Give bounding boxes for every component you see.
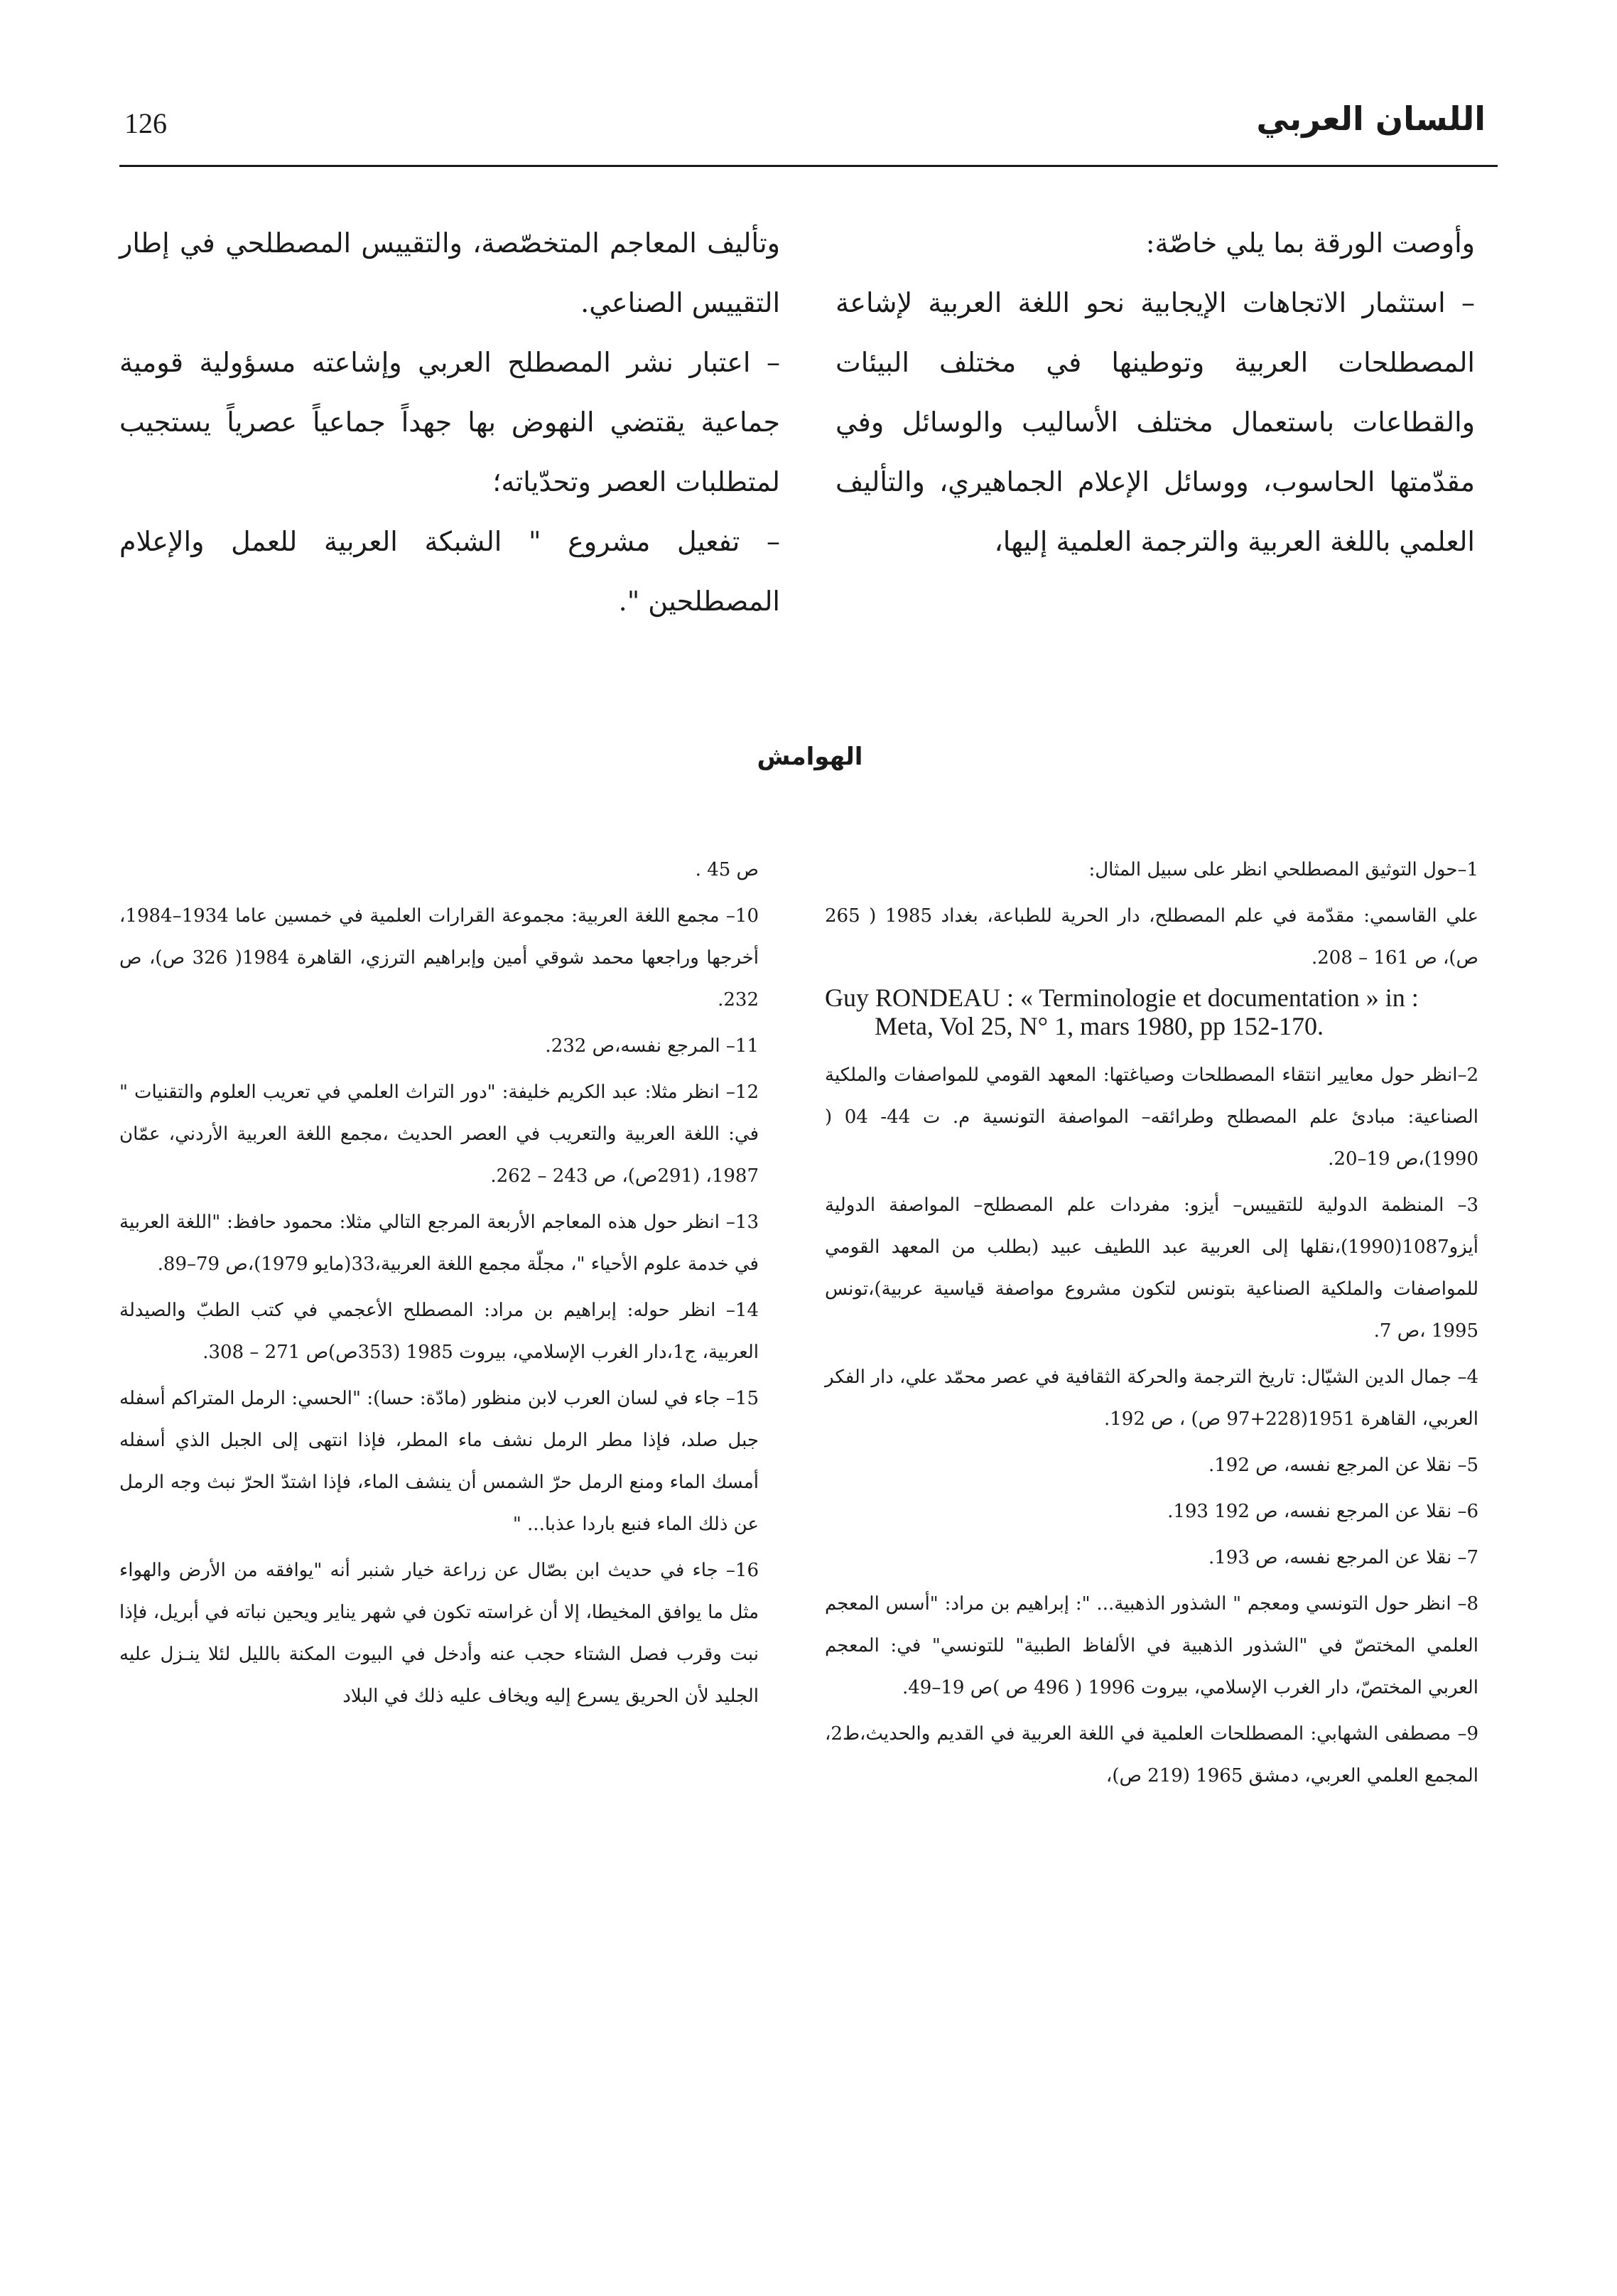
footnotes-column-left (119, 849, 759, 1722)
footnotes-column-right (825, 849, 1478, 1801)
footnote: ص 45 . (695, 859, 759, 880)
footnote: 11– المرجع نفسه،ص 232. (545, 1035, 759, 1057)
body-paragraph: وأوصت الورقة بما يلي خاصّة: (1145, 227, 1475, 259)
footnote: 12– انظر مثلا: عبد الكريم خليفة: "دور التراث العلمي في تعريب العلوم والتقنيات " في: اللغة العربية والتعريب في العصر الحديث ،مجمع اللغة العربية الأردني، عمّان 1987، (291ص)، ص 243 – 262. (119, 1082, 759, 1187)
body-paragraph: – تفعيل مشروع " الشبكة العربية للعمل والإعلام المصطلحين ". (119, 526, 780, 617)
footnote-latin-reference: Guy RONDEAU : « Terminologie et documentation » in : Meta, Vol 25, N° 1, mars 1980, pp 152-170. (825, 983, 1419, 1040)
footnote: 14– انظر حوله: إبراهيم بن مراد: المصطلح الأعجمي في كتب الطبّ والصيدلة العربية، ج1،دار الغرب الإسلامي، بيروت 1985 (353ص)ص 271 – 308. (119, 1300, 759, 1363)
footnote: 6– نقلا عن المرجع نفسه، ص 192 193. (1167, 1501, 1478, 1522)
body-paragraph: – اعتبار نشر المصطلح العربي وإشاعته مسؤولية قومية جماعية يقتضي النهوض بها جهداً جماعياً عصرياً يستجيب لمتطلبات العصر وتحدّياته؛ (119, 347, 780, 497)
header-rule (119, 165, 1498, 167)
footnote: 13– انظر حول هذه المعاجم الأربعة المرجع التالي مثلا: محمود حافظ: "اللغة العربية في خدمة علوم الأحياء "، مجلّة مجمع اللغة العربية،33(مايو 1979)،ص 79–89. (119, 1212, 759, 1275)
body-paragraph: وتأليف المعاجم المتخصّصة، والتقييس المصطلحي في إطار التقييس الصناعي. (119, 227, 780, 318)
footnote: 16– جاء في حديث ابن بصّال عن زراعة خيار شنبر أنه "يوافقه من الأرض والهواء مثل ما يوافق المخيطا، إلا أن غراسته تكون في شهر يناير ويحين نباته في أبريل، فإذا نبت وقرب فصل الشتاء حجب عنه وأدخل في البيوت المكنة بالليل لئلا ينـزل عليه الجليد لأن الحريق يسرع إليه ويخاف عليه ذلك في البلاد (119, 1560, 759, 1707)
body-paragraph: – استثمار الاتجاهات الإيجابية نحو اللغة العربية لإشاعة المصطلحات العربية وتوطينها في مختلف البيئات والقطاعات باستعمال مختلف الأساليب والوسائل وفي مقدّمتها الحاسوب، ووسائل الإعلام الجماهيري، والتأليف العلمي باللغة العربية والترجمة العلمية إليها، (835, 287, 1475, 557)
footnote: 3– المنظمة الدولية للتقييس– أيزو: مفردات علم المصطلح– المواصفة الدولية أيزو1087(1990)،نقلها إلى العربية عبد اللطيف عبيد (بطلب من المعهد القومي للمواصفات والملكية الصناعية بتونس لتكون مشروع مواصفة قياسية عربية)،تونس 1995 ،ص 7. (825, 1195, 1478, 1342)
footnote: 1–حول التوثيق المصطلحي انظر على سبيل المثال: (1088, 859, 1478, 880)
footnote: 5– نقلا عن المرجع نفسه، ص 192. (1208, 1455, 1478, 1476)
notes-heading: الهوامش (757, 743, 863, 771)
footnote: 7– نقلا عن المرجع نفسه، ص 193. (1208, 1547, 1478, 1568)
footnote: 4– جمال الدين الشيّال: تاريخ الترجمة والحركة الثقافية في عصر محمّد علي، دار الفكر العربي، القاهرة 1951(228+97 ص) ، ص 192. (825, 1367, 1478, 1430)
body-column-left (119, 213, 780, 631)
footnote: 9– مصطفى الشهابي: المصطلحات العلمية في اللغة العربية في القديم والحديث،ط2، المجمع العلمي العربي، دمشق 1965 (219 ص)، (825, 1723, 1478, 1786)
footnote: 15– جاء في لسان العرب لابن منظور (مادّة: حسا): "الحسي: الرمل المتراكم أسفله جبل صلد، فإذا مطر الرمل نشف ماء المطر، فإذا انتهى إلى الجبل الذي أسفله أمسك الماء ومنع الرمل حرّ الشمس أن ينشف الماء، فإذا اشتدّ الحرّ نبث وجه الرمل عن ذلك الماء فنبع باردا عذبا... " (119, 1388, 759, 1535)
footnote: 8– انظر حول التونسي ومعجم " الشذور الذهبية... ": إبراهيم بن مراد: "أسس المعجم العلمي المختصّ في "الشذور الذهبية في الألفاظ الطبية" للتونسي" في: المعجم العربي المختصّ، دار الغرب الإسلامي، بيروت 1996 ( 496 ص )ص 19–49. (825, 1593, 1478, 1698)
body-column-right (835, 213, 1475, 571)
page-number: 126 (124, 107, 167, 139)
journal-title-logo: اللسان العربي (1256, 99, 1486, 138)
footnote: علي القاسمي: مقدّمة في علم المصطلح، دار الحرية للطباعة، بغداد 1985 ( 265 ص)، ص 161 – 208. (825, 905, 1478, 969)
footnote: 2–انظر حول معايير انتقاء المصطلحات وصياغتها: المعهد القومي للمواصفات والملكية الصناعية: مبادئ علم المصطلح وطرائقه– المواصفة التونسية م. ت 44- 04 ( 1990)،ص 19–20. (825, 1065, 1478, 1170)
footnote: 10– مجمع اللغة العربية: مجموعة القرارات العلمية في خمسين عاما 1934–1984، أخرجها وراجعها محمد شوقي أمين وإبراهيم الترزي، القاهرة 1984( 326 ص)، ص 232. (119, 905, 759, 1010)
